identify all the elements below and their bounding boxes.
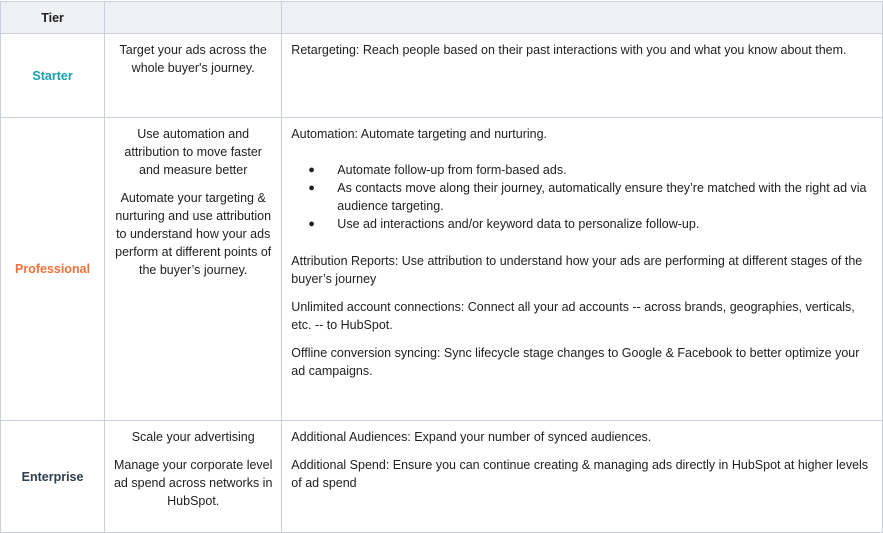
bullet-item: ● As contacts move along their journey, automatically ensure they’re matched with the right ad via audience targeting. — [308, 181, 867, 213]
tier-description-starter — [105, 34, 282, 118]
automation-bullet-list — [291, 161, 874, 233]
tier-name-enterprise: Enterprise — [1, 421, 105, 533]
bullet-icon: ● — [308, 182, 315, 194]
description-paragraph: Use automation and attribution to move faster and measure better — [124, 127, 262, 177]
table-row-enterprise — [1, 421, 883, 533]
tier-description-professional — [105, 118, 282, 421]
bullet-item: ● Use ad interactions and/or keyword data to personalize follow-up. — [308, 217, 700, 231]
feature-paragraph: Retargeting: Reach people based on their past interactions with you and what you know about them. — [291, 43, 847, 57]
description-paragraph: Scale your advertising — [131, 430, 255, 444]
tier-comparison-table — [0, 1, 883, 533]
feature-paragraph: Attribution Reports: Use attribution to understand how your ads are performing at different stages of the buyer’s journey — [291, 254, 863, 286]
header-row — [1, 2, 883, 34]
bullet-icon: ● — [308, 164, 315, 176]
bullet-icon: ● — [308, 218, 315, 230]
tier-features-enterprise — [282, 421, 883, 533]
description-paragraph: Automate your targeting & nurturing and use attribution to understand how your ads perform at different points of the buyer’s journey. — [115, 191, 272, 277]
tier-features-professional — [282, 118, 883, 421]
table-row-starter — [1, 34, 883, 118]
feature-paragraph: Offline conversion syncing: Sync lifecycle stage changes to Google & Facebook to better optimize your ad campaigns. — [291, 346, 860, 378]
header-tier: Tier — [1, 2, 105, 34]
description-paragraph: Target your ads across the whole buyer's journey. — [119, 43, 267, 75]
tier-description-enterprise — [105, 421, 282, 533]
feature-paragraph: Additional Spend: Ensure you can continue creating & managing ads directly in HubSpot at higher levels of ad spend — [291, 458, 869, 490]
tier-features-starter — [282, 34, 883, 118]
table-row-professional — [1, 118, 883, 421]
feature-paragraph: Automation: Automate targeting and nurturing. — [291, 127, 548, 141]
header-description — [105, 2, 282, 34]
header-features — [282, 2, 883, 34]
bullet-item: ● Automate follow-up from form-based ads. — [308, 163, 567, 177]
tier-name-professional: Professional — [1, 118, 105, 421]
feature-paragraph: Unlimited account connections: Connect all your ad accounts -- across brands, geographies, verticals, etc. -- to HubSpot. — [291, 300, 855, 332]
description-paragraph: Manage your corporate level ad spend across networks in HubSpot. — [113, 458, 273, 508]
tier-name-starter: Starter — [1, 34, 105, 118]
feature-paragraph: Additional Audiences: Expand your number of synced audiences. — [291, 430, 652, 444]
